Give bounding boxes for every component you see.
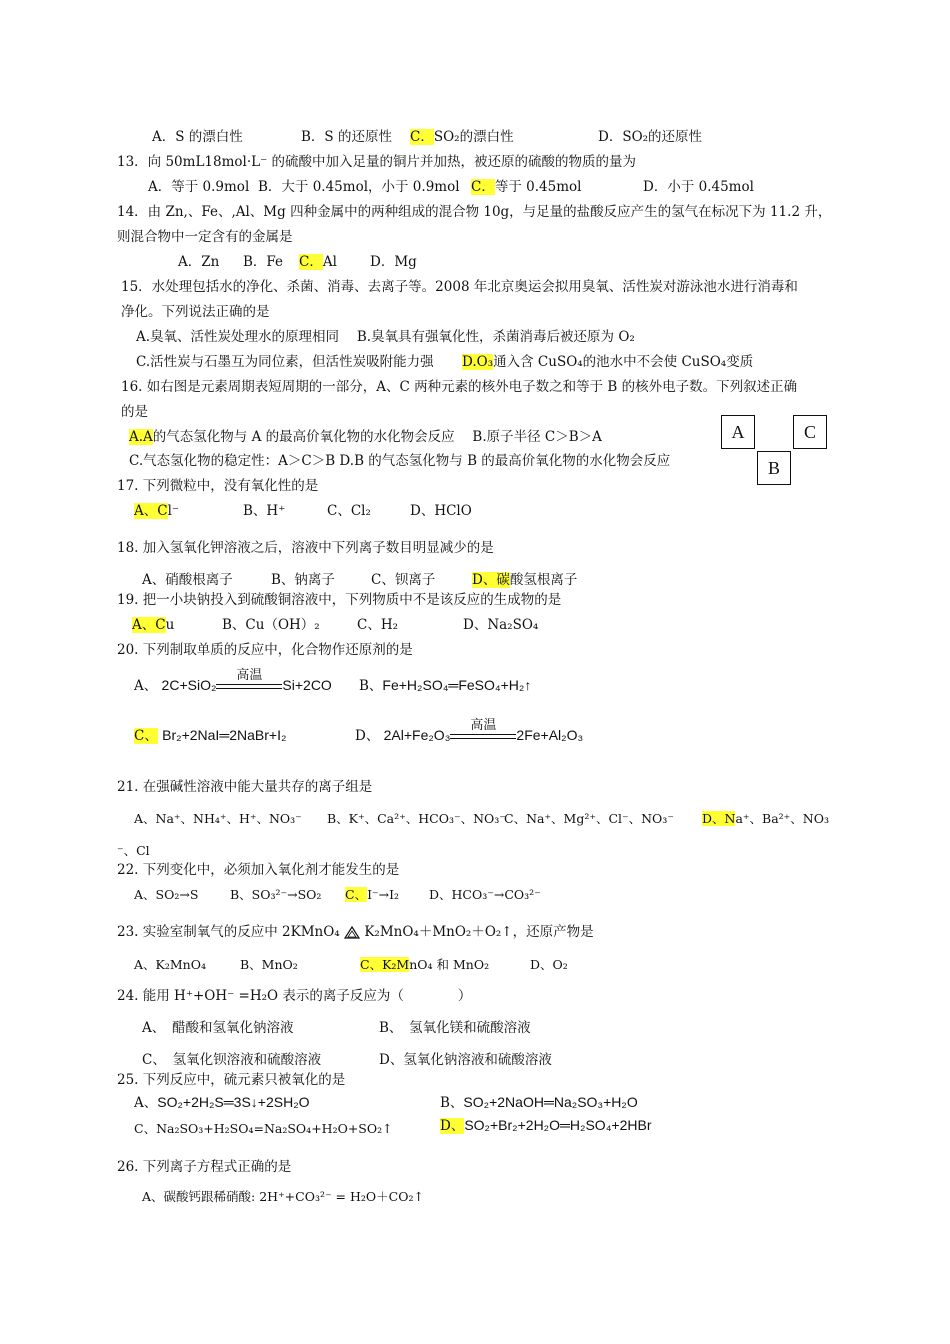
q21-option-d-wrap: ⁻、Cl [117, 843, 150, 858]
q21-option-c: C、Na⁺、Mg²⁺、Cl⁻、NO₃⁻ [504, 811, 674, 826]
q23-option-a: A、K₂MnO₄ [134, 957, 206, 972]
periodic-box-c: C [793, 415, 827, 449]
q13-option-d: D．小于 0.45mol [643, 179, 754, 195]
q18-stem: 18. 加入氢氧化钾溶液之后，溶液中下列离子数目明显减少的是 [117, 540, 494, 556]
periodic-box-b: B [757, 451, 791, 485]
q14-option-c: C．Al [299, 254, 337, 270]
q22-option-c: C、I⁻→I₂ [345, 887, 400, 902]
q18-option-d: D、碳酸氢根离子 [472, 572, 578, 588]
q20-option-d: D、 2Al+Fe₂O₃ 高温 2Fe+Al₂O₃ [355, 717, 584, 744]
q22-stem: 22. 下列变化中，必须加入氧化剂才能发生的是 [117, 862, 400, 878]
q19-option-d: D、Na₂SO₄ [463, 617, 539, 633]
q25-option-b: B、SO₂+2NaOH═Na₂SO₃+H₂O [440, 1094, 638, 1111]
q19-option-c: C、H₂ [357, 617, 399, 633]
q24-option-a: A、 醋酸和氢氧化钠溶液 [142, 1020, 294, 1036]
q13-stem: 13．向 50mL18mol·L⁻ 的硫酸中加入足量的铜片并加热，被还原的硫酸的物质的量为 [117, 154, 637, 170]
high-temperature-condition: 高温 [450, 729, 516, 745]
q23-option-b: B、MnO₂ [240, 957, 298, 972]
q14-stem: 14．由 Zn,、Fe、,Al、Mg 四种金属中的两种组成的混合物 10g，与足量的盐酸反应产生的氢气在标况下为 11.2 升， [117, 204, 832, 220]
q19-option-b: B、Cu（OH）₂ [222, 617, 320, 633]
q24-option-b: B、 氢氧化镁和硫酸溶液 [379, 1020, 531, 1036]
q20-option-c: C、 Br₂+2NaI═2NaBr+I₂ [134, 727, 287, 744]
q20-option-a: A、 2C+SiO₂ 高温 Si+2CO [134, 667, 332, 694]
q22-option-d: D、HCO₃⁻→CO₃²⁻ [429, 887, 541, 902]
q23-stem: 23. 实验室制氧气的反应中 2KMnO₄ K₂MnO₄＋MnO₂＋O₂↑，还原产物是 [117, 924, 594, 940]
q17-option-c: C、Cl₂ [327, 503, 371, 519]
q18-option-a: A、硝酸根离子 [142, 572, 233, 588]
q15-option-d: D.O₃通入含 CuSO₄的池水中不会使 CuSO₄变质 [462, 354, 754, 370]
q15-stem-cont: 净化。下列说法正确的是 [121, 304, 270, 320]
q12-option-b: B．S 的还原性 [301, 129, 392, 145]
heat-triangle-icon [344, 926, 360, 939]
q17-option-a: A、Cl⁻ [134, 503, 180, 519]
q15-stem: 15．水处理包括水的净化、杀菌、消毒、去离子等。2008 年北京奥运会拟用臭氧、活性炭对游泳池水进行消毒和 [121, 279, 798, 295]
q21-option-b: B、K⁺、Ca²⁺、HCO₃⁻、NO₃⁻ [327, 811, 506, 826]
q16-stem-cont: 的是 [121, 404, 148, 420]
q24-option-d: D、氢氧化钠溶液和硫酸溶液 [379, 1052, 552, 1068]
q14-option-b: B．Fe [243, 254, 284, 270]
q25-option-a: A、SO₂+2H₂S═3S↓+2SH₂O [134, 1094, 310, 1111]
q12-option-c: C．SO₂的漂白性 [410, 129, 514, 145]
q13-option-a: A．等于 0.9mol [148, 179, 250, 195]
q24-stem: 24. 能用 H⁺+OH⁻ =H₂O 表示的离子反应为（ ） [117, 988, 472, 1004]
q14-option-a: A．Zn [178, 254, 220, 270]
q14-option-d: D．Mg [370, 254, 417, 270]
q22-option-a: A、SO₂→S [134, 887, 199, 902]
q18-option-c: C、钡离子 [371, 572, 436, 588]
q23-option-c: C、K₂MnO₄ 和 MnO₂ [360, 957, 490, 972]
q15-options-ab: A.臭氧、活性炭处理水的原理相同 B.臭氧具有强氧化性，杀菌消毒后被还原为 O₂ [136, 329, 635, 345]
q14-stem-cont: 则混合物中一定含有的金属是 [117, 229, 293, 245]
q13-option-b: B．大于 0.45mol，小于 0.9mol [258, 179, 460, 195]
high-temperature-condition: 高温 [216, 679, 282, 695]
q26-stem: 26. 下列离子方程式正确的是 [117, 1159, 292, 1175]
q23-option-d: D、O₂ [530, 957, 568, 972]
q19-option-a: A、Cu [132, 617, 175, 633]
q12-option-d: D．SO₂的还原性 [598, 129, 703, 145]
q25-option-d: D、SO₂+Br₂+2H₂O═H₂SO₄+2HBr [440, 1117, 652, 1134]
q24-option-c: C、 氢氧化钡溶液和硫酸溶液 [142, 1052, 322, 1068]
q16-stem: 16. 如右图是元素周期表短周期的一部分，A、C 两种元素的核外电子数之和等于 B 的核外电子数。下列叙述正确 [121, 379, 798, 395]
q16-options-ab: A.A的气态氢化物与 A 的最高价氧化物的水化物会反应 B.原子半径 C＞B＞A [129, 429, 602, 445]
q20-stem: 20. 下列制取单质的反应中，化合物作还原剂的是 [117, 642, 413, 658]
q17-stem: 17. 下列微粒中，没有氧化性的是 [117, 478, 319, 494]
periodic-box-a: A [721, 415, 755, 449]
q26-option-a: A、碳酸钙跟稀硝酸: 2H⁺+CO₃²⁻ = H₂O＋CO₂↑ [142, 1189, 424, 1204]
q25-stem: 25. 下列反应中，硫元素只被氧化的是 [117, 1072, 346, 1088]
q21-option-d: D、Na⁺、Ba²⁺、NO₃ [702, 811, 829, 826]
q16-options-cd: C.气态氢化物的稳定性：A＞C＞B D.B 的气态氢化物与 B 的最高价氧化物的水化物会反应 [129, 453, 671, 469]
q17-option-d: D、HClO [410, 503, 472, 519]
q12-option-a: A．S 的漂白性 [152, 129, 243, 145]
q21-stem: 21. 在强碱性溶液中能大量共存的离子组是 [117, 779, 373, 795]
q13-option-c: C．等于 0.45mol [471, 179, 582, 195]
q22-option-b: B、SO₃²⁻→SO₂ [230, 887, 322, 902]
q20-option-b: B、Fe+H₂SO₄═FeSO₄+H₂↑ [359, 677, 532, 694]
q17-option-b: B、H⁺ [243, 503, 286, 519]
q19-stem: 19. 把一小块钠投入到硫酸铜溶液中，下列物质中不是该反应的生成物的是 [117, 592, 562, 608]
q15-option-c: C.活性炭与石墨互为同位素，但活性炭吸附能力强 [136, 354, 434, 370]
q18-option-b: B、钠离子 [271, 572, 335, 588]
q25-option-c: C、Na₂SO₃+H₂SO₄=Na₂SO₄+H₂O+SO₂↑ [134, 1121, 393, 1136]
q21-option-a: A、Na⁺、NH₄⁺、H⁺、NO₃⁻ [134, 811, 302, 826]
